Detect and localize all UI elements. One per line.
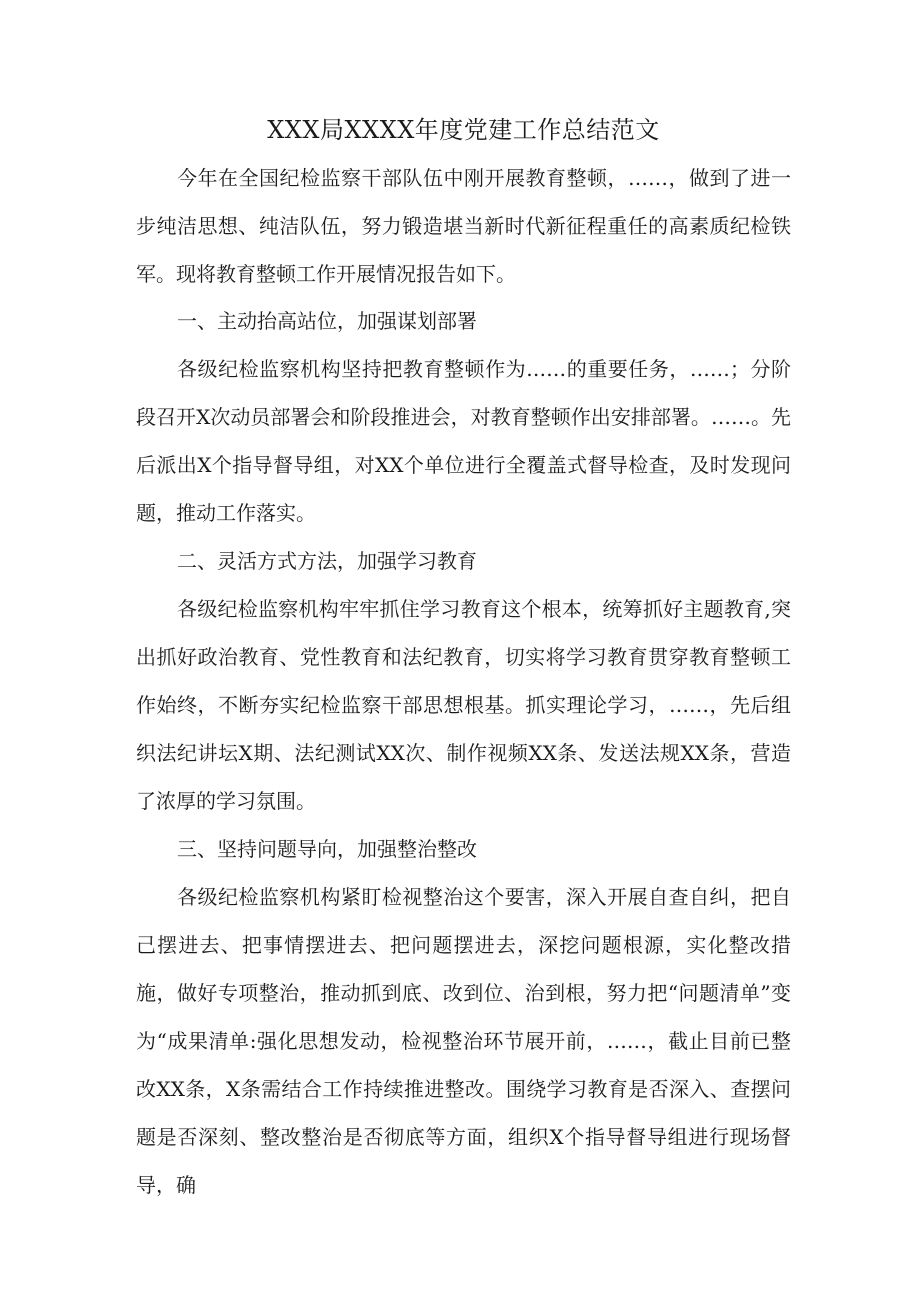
section-heading-2: 二、灵活方式方法，加强学习教育 — [177, 549, 477, 573]
intro-paragraph: 今年在全国纪检监察干部队伍中刚开展教育整顿，……，做到了进一步纯洁思想、纯洁队伍，努力锻造堪当新时代新征程重任的高素质纪检铁军。现将教育整顿工作开展情况报告如下。 — [136, 166, 791, 286]
section-body-2: 各级纪检监察机构牢牢抓住学习教育这个根本，统筹抓好主题教育,突出抓好政治教育、党性教育和法纪教育，切实将学习教育贯穿教育整顿工作始终，不断夯实纪检监察干部思想根基。抓实理论学习，……，先后组织法纪讲坛X期、法纪测试XX次、制作视频XX条、发送法规XX条，营造了浓厚的学习氛围。 — [136, 597, 791, 813]
section-heading-1: 一、主动抬高站位，加强谋划部署 — [177, 309, 477, 333]
section-body-3: 各级纪检监察机构紧盯检视整治这个要害，深入开展自查自纠，把自己摆进去、把事情摆进去、把问题摆进去，深挖问题根源，实化整改措施，做好专项整治，推动抓到底、改到位、治到根，努力把“问题清单”变为“成果清单:强化思想发动，检视整治环节展开前，……，截止目前已整改XX条，X条需结合工作持续推进整改。围绕学习教育是否深入、查摆问题是否深刻、整改整治是否彻底等方面，组织X个指导督导组进行现场督导，确 — [136, 885, 791, 1197]
section-heading-3: 三、坚持问题导向，加强整治整改 — [177, 837, 477, 861]
document-title: XXX局XXXX年度党建工作总结范文 — [267, 116, 660, 144]
section-body-1: 各级纪检监察机构坚持把教育整顿作为……的重要任务，……；分阶段召开X次动员部署会和阶段推进会，对教育整顿作出安排部署。……。先后派出X个指导督导组，对XX个单位进行全覆盖式督导检查，及时发现问题，推动工作落实。 — [136, 357, 791, 525]
